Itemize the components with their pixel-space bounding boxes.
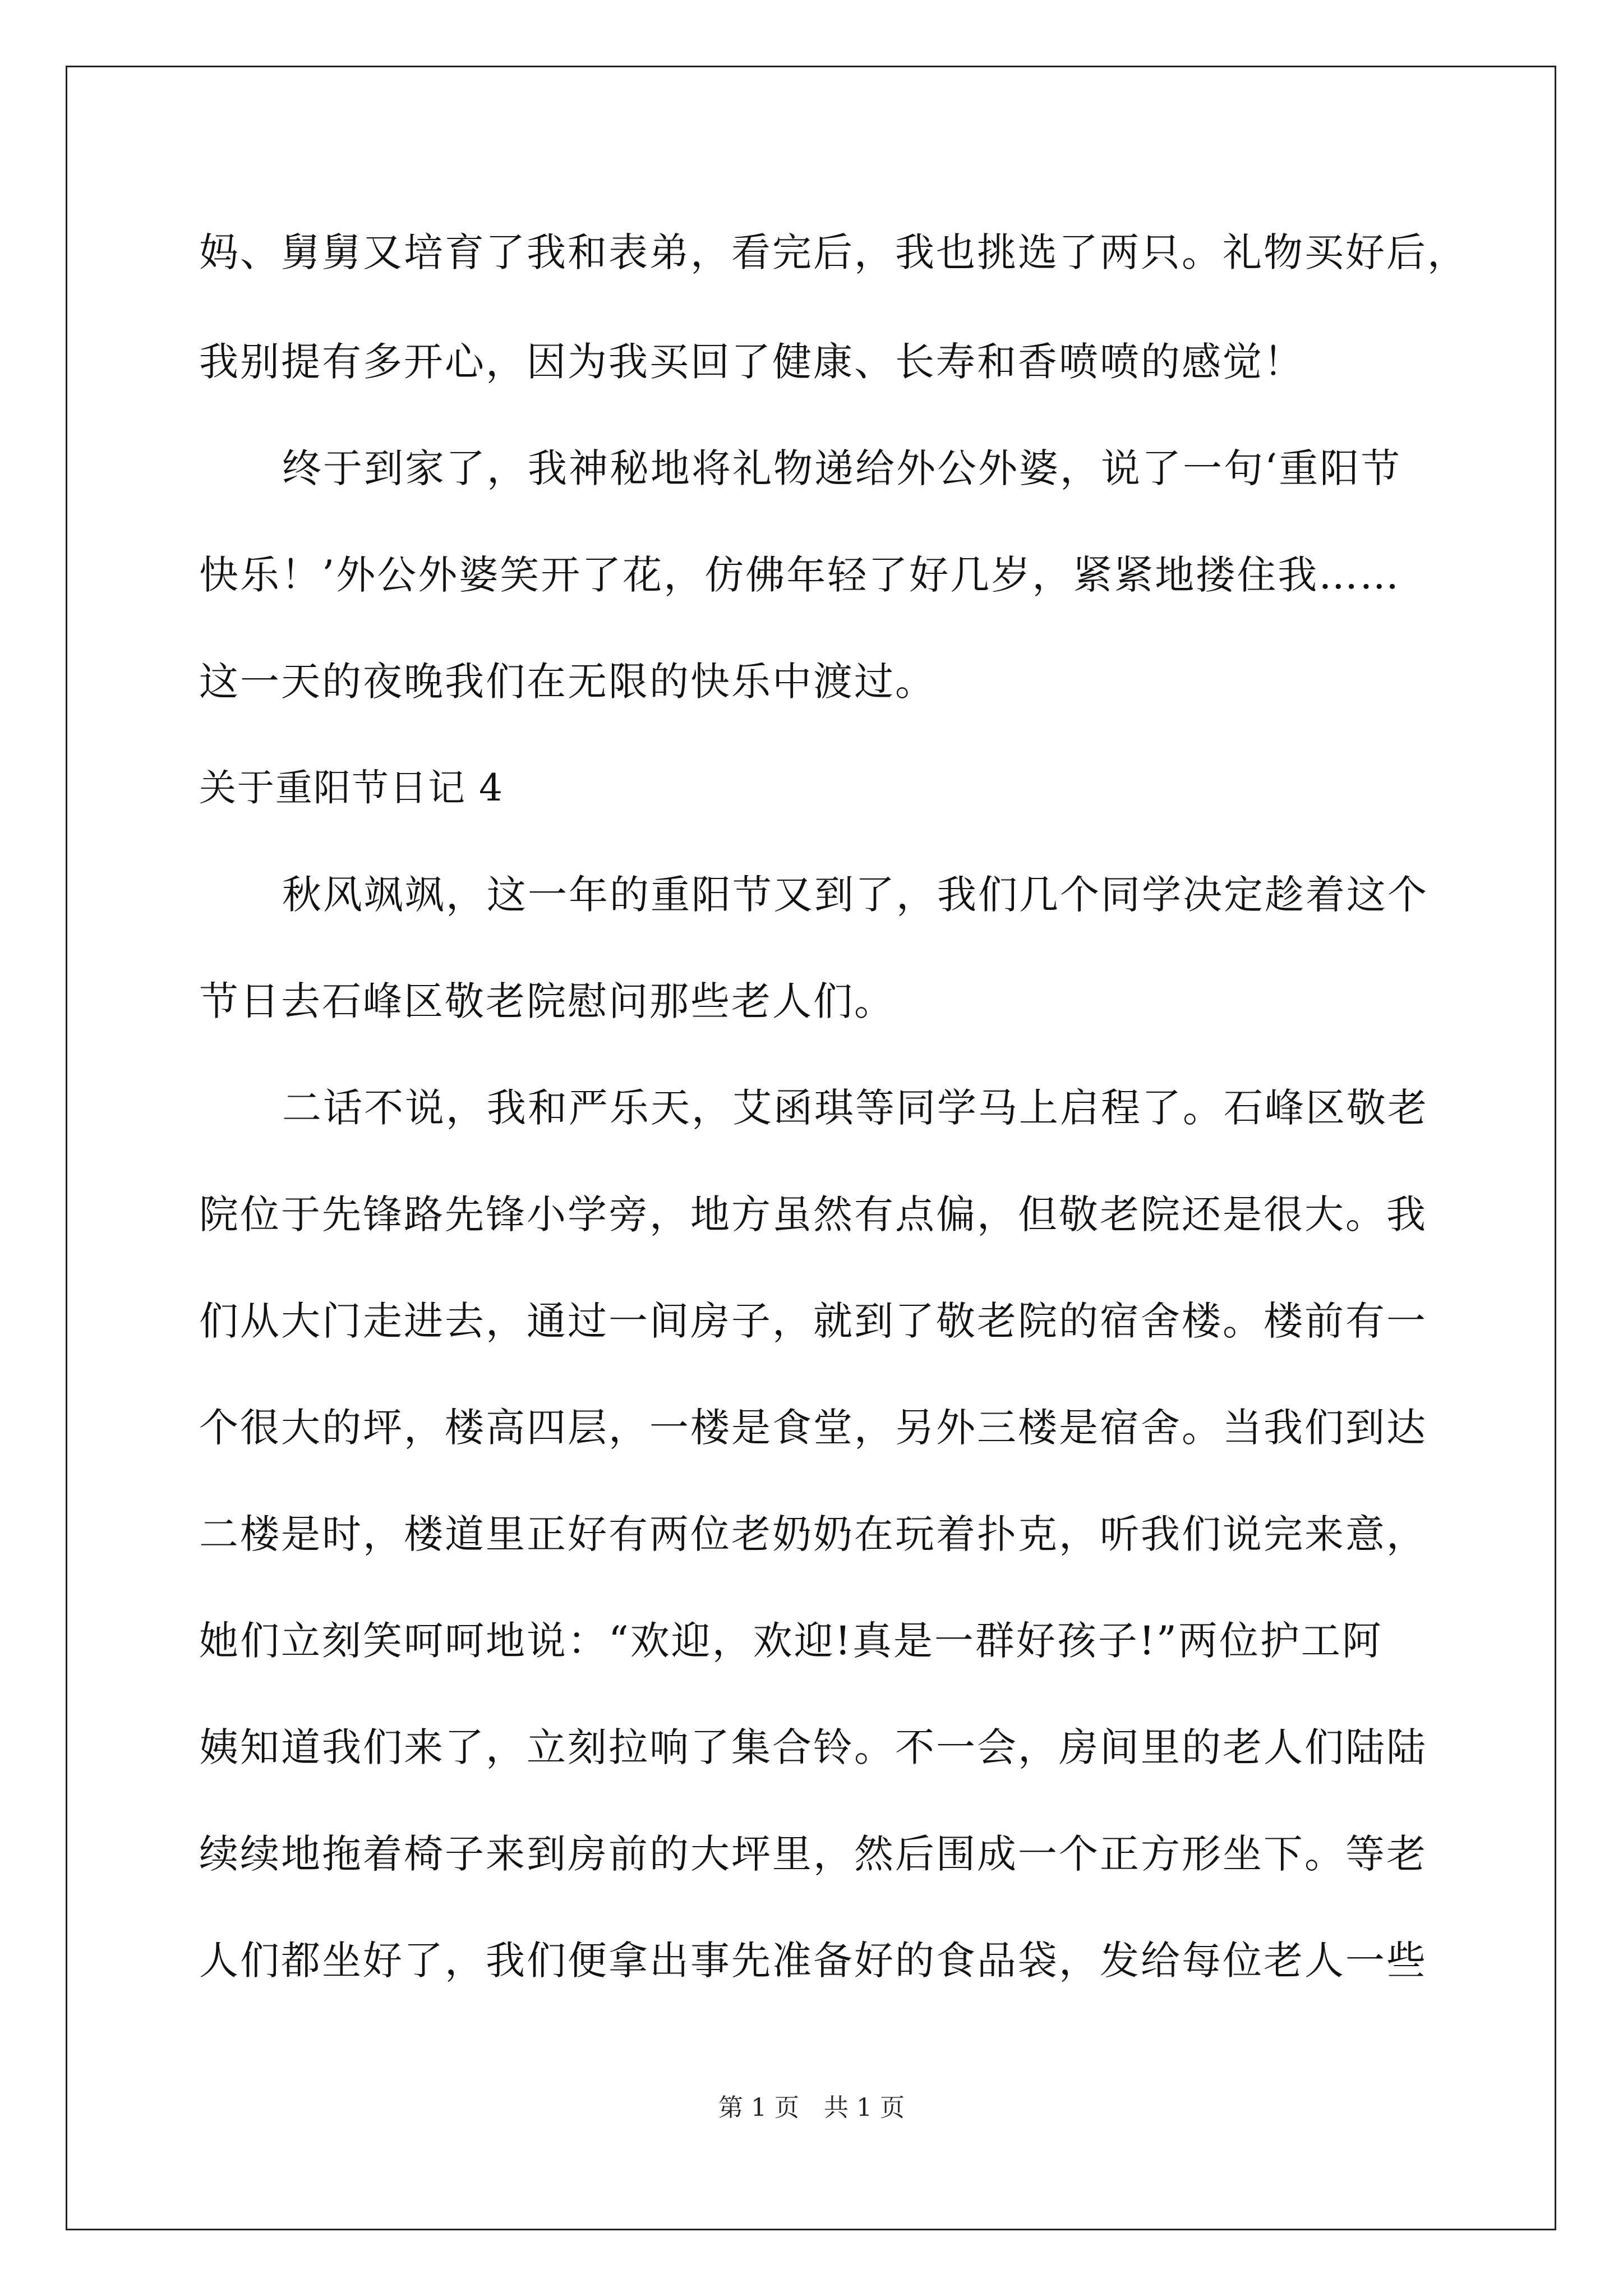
text-line-12: 个很大的坪，楼高四层，一楼是食堂，另外三楼是宿舍。当我们到达: [199, 1405, 1427, 1451]
text-line-5: 这一天的夜晚我们在无限的快乐中渡过。: [199, 659, 936, 705]
text-line-15: 姨知道我们来了，立刻拉响了集合铃。不一会，房间里的老人们陆陆: [199, 1724, 1427, 1770]
text-line-2: 我别提有多开心，因为我买回了健康、长寿和香喷喷的感觉！: [199, 339, 1304, 385]
page-border: [66, 66, 1556, 2230]
text-line-13: 二楼是时，楼道里正好有两位老奶奶在玩着扑克，听我们说完来意，: [199, 1511, 1427, 1557]
text-line-17: 人们都坐好了，我们便拿出事先准备好的食品袋，发给每位老人一些: [199, 1938, 1427, 1984]
text-line-10: 院位于先锋路先锋小学旁，地方虽然有点偏，但敬老院还是很大。我: [199, 1191, 1427, 1237]
text-line-1: 妈、舅舅又培育了我和表弟，看完后，我也挑选了两只。礼物买好后，: [199, 229, 1468, 275]
text-line-8: 节日去石峰区敬老院慰问那些老人们。: [199, 978, 895, 1024]
text-line-7: 秋风飒飒，这一年的重阳节又到了，我们几个同学决定趁着这个: [282, 872, 1428, 918]
text-line-16: 续续地拖着椅子来到房前的大坪里，然后围成一个正方形坐下。等老: [199, 1831, 1427, 1877]
section-heading: 关于重阳节日记 4: [199, 766, 504, 809]
text-line-11: 们从大门走进去，通过一间房子，就到了敬老院的宿舍楼。楼前有一: [199, 1298, 1427, 1344]
text-line-14: 她们立刻笑呵呵地说：“欢迎，欢迎!真是一群好孩子!”两位护工阿: [199, 1618, 1383, 1664]
text-line-9: 二话不说，我和严乐天，艾函琪等同学马上启程了。石峰区敬老: [282, 1085, 1428, 1131]
text-line-3: 终于到家了，我神秘地将礼物递给外公外婆，说了一句‘重阳节: [282, 445, 1402, 491]
text-line-4: 快乐！’外公外婆笑开了花，仿佛年轻了好几岁，紧紧地搂住我……: [199, 552, 1401, 598]
page-footer: 第 1 页 共 1 页: [718, 2093, 905, 2122]
